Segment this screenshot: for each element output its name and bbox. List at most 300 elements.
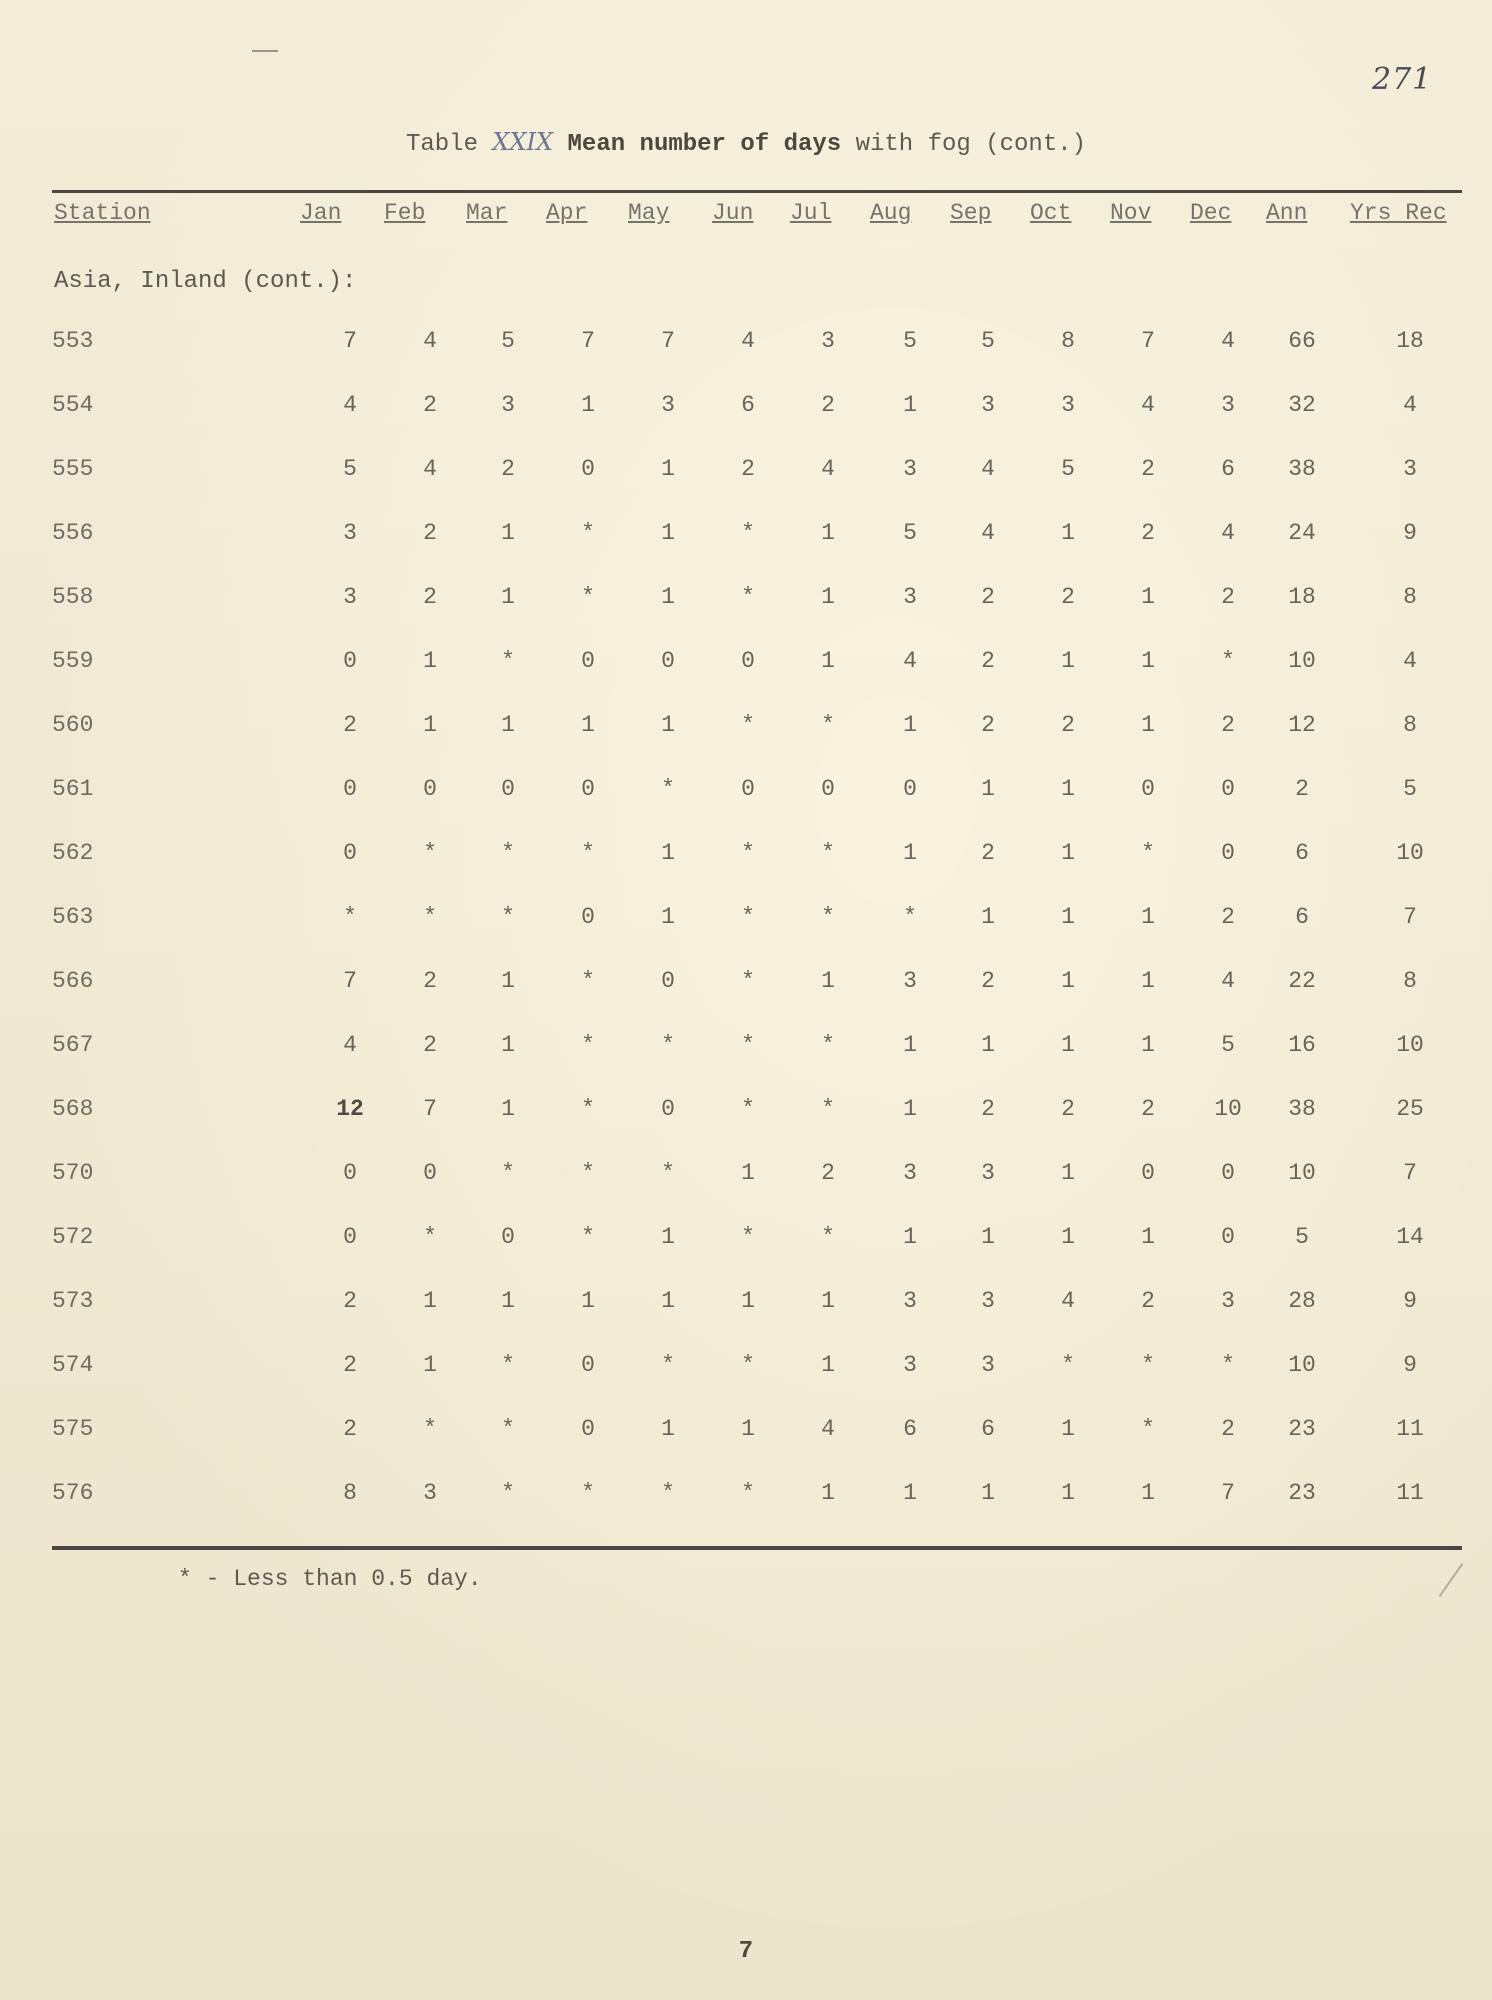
table-cell: * bbox=[423, 904, 437, 930]
table-cell: 1 bbox=[1141, 648, 1155, 674]
table-cell: * bbox=[903, 904, 917, 930]
table-cell: * bbox=[661, 776, 675, 802]
table-cell: 1 bbox=[1141, 1480, 1155, 1506]
column-header-jun: Jun bbox=[712, 200, 754, 226]
table-cell: 3 bbox=[903, 584, 917, 610]
table-cell: 2 bbox=[423, 520, 437, 546]
table-cell: 1 bbox=[501, 1032, 515, 1058]
footnote: * - Less than 0.5 day. bbox=[178, 1566, 482, 1592]
table-cell: 1 bbox=[501, 1288, 515, 1314]
table-cell: 7 bbox=[1221, 1480, 1235, 1506]
table-cell: 0 bbox=[661, 1096, 675, 1122]
station-id-cell: 561 bbox=[52, 776, 94, 802]
table-cell: 2 bbox=[981, 968, 995, 994]
table-cell: 2 bbox=[821, 392, 835, 418]
table-cell: 1 bbox=[821, 1480, 835, 1506]
table-cell: 0 bbox=[581, 456, 595, 482]
table-cell: 2 bbox=[821, 1160, 835, 1186]
station-id-cell: 556 bbox=[52, 520, 94, 546]
table-cell: 0 bbox=[343, 840, 357, 866]
table-cell: 3 bbox=[1221, 1288, 1235, 1314]
title-main: Mean number of days bbox=[567, 131, 842, 158]
table-cell: 3 bbox=[821, 328, 835, 354]
table-cell: 8 bbox=[1403, 584, 1417, 610]
table-cell: 8 bbox=[1061, 328, 1075, 354]
table-cell: 2 bbox=[343, 1288, 357, 1314]
table-cell: * bbox=[741, 520, 755, 546]
table-cell: 9 bbox=[1403, 1288, 1417, 1314]
table-cell: 0 bbox=[741, 776, 755, 802]
table-cell: * bbox=[821, 840, 835, 866]
table-cell: 4 bbox=[821, 456, 835, 482]
column-header-oct: Oct bbox=[1030, 200, 1072, 226]
table-cell: 8 bbox=[343, 1480, 357, 1506]
table-cell: * bbox=[501, 648, 515, 674]
table-cell: * bbox=[741, 1352, 755, 1378]
column-header-ann: Ann bbox=[1266, 200, 1308, 226]
table-cell: * bbox=[741, 968, 755, 994]
table-cell: 4 bbox=[1403, 648, 1417, 674]
table-cell: 5 bbox=[903, 328, 917, 354]
table-cell: 1 bbox=[501, 584, 515, 610]
table-cell: 10 bbox=[1288, 1352, 1316, 1378]
table-cell: 1 bbox=[1061, 1480, 1075, 1506]
table-cell: 1 bbox=[501, 1096, 515, 1122]
table-cell: * bbox=[1141, 1416, 1155, 1442]
table-cell: 38 bbox=[1288, 1096, 1316, 1122]
column-header-station: Station bbox=[54, 200, 151, 226]
table-cell: 3 bbox=[981, 1160, 995, 1186]
table-cell: 3 bbox=[1061, 392, 1075, 418]
table-cell: 4 bbox=[1403, 392, 1417, 418]
table-cell: 12 bbox=[336, 1096, 364, 1122]
table-cell: 6 bbox=[1295, 904, 1309, 930]
title-suffix: with fog (cont.) bbox=[855, 131, 1087, 158]
table-cell: 5 bbox=[343, 456, 357, 482]
table-cell: 0 bbox=[343, 648, 357, 674]
table-cell: 1 bbox=[903, 1480, 917, 1506]
table-cell: * bbox=[821, 1224, 835, 1250]
table-cell: 3 bbox=[981, 1352, 995, 1378]
table-cell: 2 bbox=[981, 712, 995, 738]
station-id-cell: 562 bbox=[52, 840, 94, 866]
table-cell: 0 bbox=[501, 776, 515, 802]
table-cell: 7 bbox=[1403, 1160, 1417, 1186]
table-cell: 38 bbox=[1288, 456, 1316, 482]
table-cell: 4 bbox=[1221, 328, 1235, 354]
table-cell: 0 bbox=[661, 968, 675, 994]
table-cell: 8 bbox=[1403, 712, 1417, 738]
column-header-jul: Jul bbox=[790, 200, 832, 226]
table-cell: 2 bbox=[343, 1352, 357, 1378]
station-id-cell: 574 bbox=[52, 1352, 94, 1378]
table-cell: * bbox=[581, 1160, 595, 1186]
table-cell: 1 bbox=[821, 584, 835, 610]
table-cell: 6 bbox=[981, 1416, 995, 1442]
table-cell: 1 bbox=[903, 1032, 917, 1058]
table-cell: 0 bbox=[1221, 1160, 1235, 1186]
table-cell: 4 bbox=[1141, 392, 1155, 418]
column-header-feb: Feb bbox=[384, 200, 426, 226]
table-cell: 8 bbox=[1403, 968, 1417, 994]
table-cell: * bbox=[821, 1096, 835, 1122]
table-cell: 2 bbox=[1061, 1096, 1075, 1122]
table-cell: 3 bbox=[1221, 392, 1235, 418]
column-header-mar: Mar bbox=[466, 200, 508, 226]
table-cell: 5 bbox=[1403, 776, 1417, 802]
station-id-cell: 575 bbox=[52, 1416, 94, 1442]
table-title bbox=[0, 128, 1492, 158]
table-cell: 5 bbox=[903, 520, 917, 546]
table-cell: * bbox=[661, 1480, 675, 1506]
table-cell: 2 bbox=[1061, 712, 1075, 738]
table-cell: 3 bbox=[903, 456, 917, 482]
table-cell: 1 bbox=[821, 1352, 835, 1378]
table-cell: 7 bbox=[423, 1096, 437, 1122]
table-cell: 1 bbox=[661, 456, 675, 482]
table-cell: 2 bbox=[1141, 1096, 1155, 1122]
table-cell: 0 bbox=[903, 776, 917, 802]
station-id-cell: 560 bbox=[52, 712, 94, 738]
table-cell: 1 bbox=[501, 712, 515, 738]
table-cell: 4 bbox=[423, 328, 437, 354]
table-cell: 1 bbox=[1141, 584, 1155, 610]
table-cell: * bbox=[581, 840, 595, 866]
station-id-cell: 563 bbox=[52, 904, 94, 930]
table-cell: * bbox=[501, 1480, 515, 1506]
table-cell: 0 bbox=[1221, 840, 1235, 866]
table-cell: 11 bbox=[1396, 1480, 1424, 1506]
table-cell: 0 bbox=[1221, 776, 1235, 802]
table-cell: * bbox=[343, 904, 357, 930]
station-id-cell: 572 bbox=[52, 1224, 94, 1250]
table-cell: 6 bbox=[903, 1416, 917, 1442]
table-cell: 5 bbox=[501, 328, 515, 354]
table-cell: 18 bbox=[1396, 328, 1424, 354]
table-cell: 1 bbox=[661, 840, 675, 866]
table-cell: 1 bbox=[981, 1032, 995, 1058]
table-cell: 0 bbox=[821, 776, 835, 802]
table-cell: * bbox=[1221, 648, 1235, 674]
table-cell: 18 bbox=[1288, 584, 1316, 610]
table-cell: * bbox=[581, 1032, 595, 1058]
table-cell: 2 bbox=[343, 1416, 357, 1442]
table-cell: * bbox=[1141, 840, 1155, 866]
table-cell: 1 bbox=[661, 904, 675, 930]
table-cell: 10 bbox=[1396, 840, 1424, 866]
table-cell: 0 bbox=[741, 648, 755, 674]
station-id-cell: 568 bbox=[52, 1096, 94, 1122]
table-cell: 1 bbox=[1141, 1224, 1155, 1250]
station-id-cell: 553 bbox=[52, 328, 94, 354]
table-cell: 2 bbox=[1221, 584, 1235, 610]
station-id-cell: 558 bbox=[52, 584, 94, 610]
table-cell: 2 bbox=[981, 840, 995, 866]
table-cell: 3 bbox=[501, 392, 515, 418]
table-cell: 3 bbox=[981, 392, 995, 418]
column-header-yrs-rec: Yrs Rec bbox=[1350, 200, 1447, 226]
table-cell: 1 bbox=[981, 776, 995, 802]
table-cell: 1 bbox=[1061, 1224, 1075, 1250]
table-cell: 1 bbox=[981, 1480, 995, 1506]
table-cell: 1 bbox=[903, 392, 917, 418]
table-cell: 2 bbox=[423, 392, 437, 418]
table-cell: * bbox=[501, 840, 515, 866]
table-cell: 4 bbox=[343, 392, 357, 418]
table-cell: * bbox=[1141, 1352, 1155, 1378]
table-cell: 66 bbox=[1288, 328, 1316, 354]
column-header-sep: Sep bbox=[950, 200, 992, 226]
table-cell: 1 bbox=[423, 1288, 437, 1314]
table-cell: 4 bbox=[981, 520, 995, 546]
table-cell: 2 bbox=[981, 584, 995, 610]
table-cell: 4 bbox=[423, 456, 437, 482]
table-cell: 9 bbox=[1403, 520, 1417, 546]
table-cell: 2 bbox=[501, 456, 515, 482]
pen-mark bbox=[252, 50, 278, 52]
table-cell: * bbox=[741, 1096, 755, 1122]
table-cell: 0 bbox=[581, 648, 595, 674]
table-cell: 24 bbox=[1288, 520, 1316, 546]
table-cell: 3 bbox=[1403, 456, 1417, 482]
table-cell: 2 bbox=[1141, 456, 1155, 482]
table-cell: 7 bbox=[661, 328, 675, 354]
table-cell: * bbox=[1221, 1352, 1235, 1378]
table-cell: 12 bbox=[1288, 712, 1316, 738]
table-cell: 0 bbox=[581, 904, 595, 930]
table-cell: * bbox=[1061, 1352, 1075, 1378]
table-cell: 0 bbox=[661, 648, 675, 674]
table-cell: 3 bbox=[903, 1352, 917, 1378]
table-cell: 1 bbox=[1141, 1032, 1155, 1058]
column-header-nov: Nov bbox=[1110, 200, 1152, 226]
column-header-apr: Apr bbox=[546, 200, 588, 226]
table-cell: * bbox=[821, 1032, 835, 1058]
title-prefix: Table bbox=[405, 131, 478, 158]
table-cell: 1 bbox=[821, 968, 835, 994]
table-cell: 0 bbox=[423, 776, 437, 802]
table-cell: 16 bbox=[1288, 1032, 1316, 1058]
table-cell: * bbox=[741, 904, 755, 930]
table-cell: 0 bbox=[423, 1160, 437, 1186]
table-cell: 1 bbox=[423, 712, 437, 738]
table-cell: 2 bbox=[423, 584, 437, 610]
station-id-cell: 576 bbox=[52, 1480, 94, 1506]
table-cell: 25 bbox=[1396, 1096, 1424, 1122]
table-cell: * bbox=[821, 712, 835, 738]
table-cell: * bbox=[501, 1352, 515, 1378]
title-table-number: XXIX bbox=[492, 128, 554, 156]
table-cell: 2 bbox=[423, 968, 437, 994]
table-cell: 2 bbox=[981, 648, 995, 674]
table-cell: 1 bbox=[1061, 1416, 1075, 1442]
footer-rule bbox=[52, 1546, 1462, 1550]
table-cell: 1 bbox=[661, 1288, 675, 1314]
station-id-cell: 573 bbox=[52, 1288, 94, 1314]
table-cell: 1 bbox=[661, 1416, 675, 1442]
table-cell: 1 bbox=[501, 520, 515, 546]
table-cell: * bbox=[741, 840, 755, 866]
table-cell: 1 bbox=[1061, 1032, 1075, 1058]
table-cell: 2 bbox=[741, 456, 755, 482]
table-cell: 6 bbox=[741, 392, 755, 418]
table-cell: 1 bbox=[981, 1224, 995, 1250]
footer-page-number: 7 bbox=[738, 1938, 754, 1965]
table-cell: 6 bbox=[1221, 456, 1235, 482]
table-cell: 1 bbox=[661, 520, 675, 546]
table-cell: 0 bbox=[343, 776, 357, 802]
table-cell: 1 bbox=[661, 1224, 675, 1250]
table-cell: 1 bbox=[821, 648, 835, 674]
table-cell: 9 bbox=[1403, 1352, 1417, 1378]
table-cell: 2 bbox=[1141, 1288, 1155, 1314]
page-number-handwritten: 271 bbox=[1372, 62, 1433, 97]
table-cell: 2 bbox=[1221, 1416, 1235, 1442]
column-header-dec: Dec bbox=[1190, 200, 1232, 226]
table-cell: 1 bbox=[903, 1224, 917, 1250]
table-cell: 14 bbox=[1396, 1224, 1424, 1250]
table-cell: 3 bbox=[981, 1288, 995, 1314]
table-cell: 1 bbox=[1141, 712, 1155, 738]
station-id-cell: 570 bbox=[52, 1160, 94, 1186]
table-cell: 4 bbox=[1221, 520, 1235, 546]
table-cell: 0 bbox=[581, 1416, 595, 1442]
table-cell: * bbox=[821, 904, 835, 930]
table-cell: 4 bbox=[343, 1032, 357, 1058]
table-cell: * bbox=[581, 520, 595, 546]
table-cell: 23 bbox=[1288, 1480, 1316, 1506]
table-cell: 28 bbox=[1288, 1288, 1316, 1314]
table-cell: 5 bbox=[1221, 1032, 1235, 1058]
table-cell: * bbox=[581, 584, 595, 610]
table-cell: 2 bbox=[343, 712, 357, 738]
table-cell: 0 bbox=[1141, 1160, 1155, 1186]
table-cell: 10 bbox=[1288, 1160, 1316, 1186]
table-cell: * bbox=[741, 584, 755, 610]
table-cell: 1 bbox=[1061, 1160, 1075, 1186]
table-cell: 1 bbox=[661, 584, 675, 610]
table-cell: 4 bbox=[1061, 1288, 1075, 1314]
table-cell: 1 bbox=[741, 1160, 755, 1186]
table-cell: 0 bbox=[343, 1224, 357, 1250]
table-cell: 1 bbox=[981, 904, 995, 930]
table-cell: * bbox=[581, 1096, 595, 1122]
table-cell: 0 bbox=[581, 1352, 595, 1378]
station-id-cell: 554 bbox=[52, 392, 94, 418]
table-cell: * bbox=[423, 1416, 437, 1442]
table-cell: 1 bbox=[1141, 904, 1155, 930]
table-cell: 1 bbox=[903, 840, 917, 866]
column-header-jan: Jan bbox=[300, 200, 342, 226]
table-cell: 1 bbox=[1061, 648, 1075, 674]
table-cell: 1 bbox=[581, 1288, 595, 1314]
section-heading: Asia, Inland (cont.): bbox=[54, 268, 357, 295]
table-cell: 10 bbox=[1396, 1032, 1424, 1058]
table-cell: 1 bbox=[581, 712, 595, 738]
check-mark bbox=[1439, 1563, 1464, 1597]
table-cell: 1 bbox=[741, 1288, 755, 1314]
table-cell: 0 bbox=[501, 1224, 515, 1250]
table-cell: 1 bbox=[821, 1288, 835, 1314]
table-cell: 1 bbox=[903, 712, 917, 738]
table-cell: 3 bbox=[903, 1160, 917, 1186]
column-header-may: May bbox=[628, 200, 670, 226]
table-cell: 4 bbox=[903, 648, 917, 674]
table-cell: 1 bbox=[501, 968, 515, 994]
table-cell: 10 bbox=[1214, 1096, 1242, 1122]
table-cell: 1 bbox=[661, 712, 675, 738]
table-cell: 3 bbox=[343, 520, 357, 546]
table-cell: 3 bbox=[423, 1480, 437, 1506]
table-cell: 1 bbox=[821, 520, 835, 546]
table-cell: 4 bbox=[1221, 968, 1235, 994]
table-cell: 1 bbox=[1061, 520, 1075, 546]
table-cell: 4 bbox=[741, 328, 755, 354]
table-cell: * bbox=[581, 1480, 595, 1506]
table-cell: 1 bbox=[903, 1096, 917, 1122]
table-cell: 2 bbox=[981, 1096, 995, 1122]
table-cell: 2 bbox=[1221, 712, 1235, 738]
table-cell: 2 bbox=[423, 1032, 437, 1058]
table-cell: 3 bbox=[343, 584, 357, 610]
table-cell: 3 bbox=[903, 1288, 917, 1314]
station-id-cell: 555 bbox=[52, 456, 94, 482]
table-cell: * bbox=[423, 1224, 437, 1250]
table-cell: 2 bbox=[1061, 584, 1075, 610]
table-cell: 0 bbox=[581, 776, 595, 802]
table-cell: * bbox=[581, 968, 595, 994]
table-cell: 5 bbox=[1061, 456, 1075, 482]
table-cell: 2 bbox=[1295, 776, 1309, 802]
table-cell: 5 bbox=[981, 328, 995, 354]
table-cell: * bbox=[661, 1032, 675, 1058]
table-cell: 1 bbox=[581, 392, 595, 418]
table-cell: * bbox=[423, 840, 437, 866]
table-cell: * bbox=[741, 1480, 755, 1506]
column-header-aug: Aug bbox=[870, 200, 912, 226]
table-cell: 5 bbox=[1295, 1224, 1309, 1250]
table-cell: 10 bbox=[1288, 648, 1316, 674]
table-cell: 3 bbox=[661, 392, 675, 418]
table-cell: * bbox=[501, 1160, 515, 1186]
table-cell: 22 bbox=[1288, 968, 1316, 994]
table-cell: 32 bbox=[1288, 392, 1316, 418]
table-cell: 1 bbox=[1061, 840, 1075, 866]
table-cell: 0 bbox=[343, 1160, 357, 1186]
table-cell: 4 bbox=[981, 456, 995, 482]
table-cell: * bbox=[501, 1416, 515, 1442]
station-id-cell: 559 bbox=[52, 648, 94, 674]
table-cell: 2 bbox=[1221, 904, 1235, 930]
table-cell: * bbox=[501, 904, 515, 930]
table-cell: * bbox=[661, 1352, 675, 1378]
table-cell: 1 bbox=[1061, 968, 1075, 994]
table-cell: 7 bbox=[343, 968, 357, 994]
table-cell: 1 bbox=[1061, 904, 1075, 930]
table-cell: * bbox=[741, 1032, 755, 1058]
table-cell: 0 bbox=[1221, 1224, 1235, 1250]
table-cell: 7 bbox=[581, 328, 595, 354]
table-cell: 3 bbox=[903, 968, 917, 994]
station-id-cell: 567 bbox=[52, 1032, 94, 1058]
table-cell: 7 bbox=[1141, 328, 1155, 354]
table-cell: 4 bbox=[821, 1416, 835, 1442]
table-cell: * bbox=[741, 712, 755, 738]
table-cell: 7 bbox=[343, 328, 357, 354]
table-cell: 6 bbox=[1295, 840, 1309, 866]
table-cell: 1 bbox=[1141, 968, 1155, 994]
table-cell: * bbox=[661, 1160, 675, 1186]
